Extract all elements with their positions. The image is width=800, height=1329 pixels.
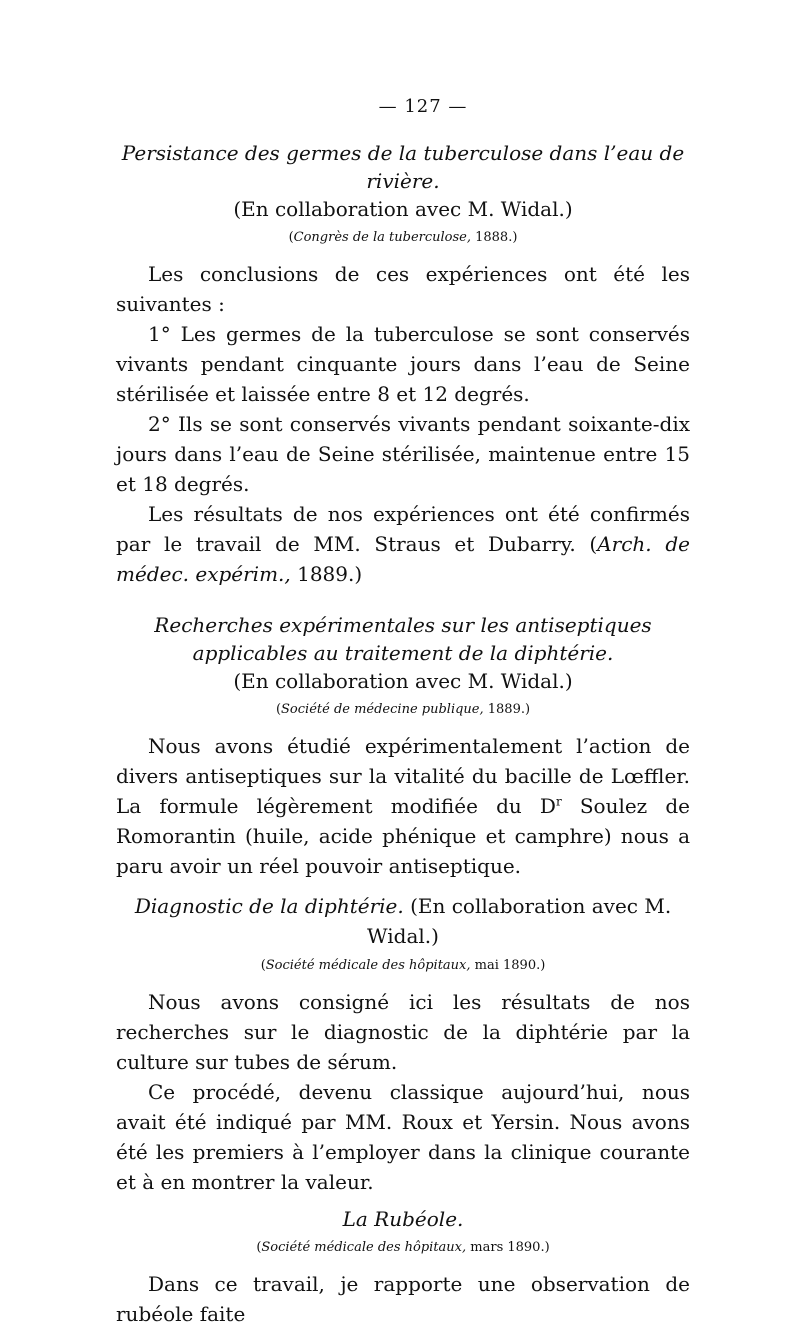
collaboration-note: (En collaboration avec M. Widal.) (367, 894, 672, 948)
paragraph: Les conclusions de ces expériences ont été les suivantes : (116, 262, 690, 316)
entry-title: La Rubéole. (342, 1207, 464, 1231)
source-citation: (Société de médecine publique, 1889.) (275, 702, 531, 717)
superscript: r (555, 794, 562, 809)
source-citation: (Société médicale des hôpitaux, mai 1890.) (260, 958, 546, 973)
entry-title: applicables au traitement de la diphtérie. (192, 641, 614, 665)
paragraph (116, 499, 690, 589)
source-italic: Société médicale des hôpitaux, (261, 1240, 467, 1255)
entry-diagnostic (116, 891, 690, 1197)
paragraph-italic: Arch. de médec. expérim., (116, 532, 690, 586)
paragraph-text: Les résultats de nos expériences ont été confirmés par le travail de MM. Straus et Dubarry. ( (116, 502, 690, 556)
source-rest: 1888.) (470, 230, 518, 245)
paragraph: 2° Ils se sont conservés vivants pendant soixante-dix jours dans l’eau de Seine stérilisée, maintenue entre 15 et 18 degrés. (116, 412, 690, 496)
entry-title: Recherches expérimentales sur les antiseptiques (154, 613, 652, 637)
paragraph: Nous avons consigné ici les résultats de nos recherches sur le diagnostic de la diphtérie par la culture sur tubes de sérum. (116, 990, 690, 1074)
source-citation: (Congrès de la tuberculose, 1888.) (288, 230, 518, 245)
paragraph-text: 1889.) (290, 562, 363, 586)
collaboration-note: (En collaboration avec M. Widal.) (233, 669, 573, 693)
entry-title: Diagnostic de la diphtérie. (134, 894, 404, 918)
source-italic: Société médicale des hôpitaux, (265, 958, 471, 973)
entry-heading (116, 891, 690, 951)
collaboration-note: (En collaboration avec M. Widal.) (233, 197, 573, 221)
source-italic: Congrès de la tuberculose, (293, 230, 471, 245)
entry-tuberculose (116, 139, 690, 589)
entry-antiseptiques (116, 611, 690, 881)
paragraph: Dans ce travail, je rapporte une observation de rubéole faite (116, 1272, 690, 1326)
source-citation: (Société médicale des hôpitaux, mars 1890.) (256, 1240, 550, 1255)
source-rest: 1889.) (483, 702, 531, 717)
page-number: — 127 — (378, 96, 468, 117)
paragraph: Ce procédé, devenu classique aujourd’hui, nous avait été indiqué par MM. Roux et Yersin. Nous avons été les premiers à l’employer dans la clinique courante et à en montrer la valeur. (116, 1080, 690, 1194)
source-rest: mars 1890.) (466, 1240, 550, 1255)
entry-rubeole (116, 1205, 690, 1329)
paragraph-text: Nous avons étudié expérimentalement l’action de divers antiseptiques sur la vitalité du bacille de Lœffler. La formule légèrement modifiée du D (116, 734, 690, 818)
source-rest: mai 1890.) (470, 958, 546, 973)
paragraph (116, 731, 690, 881)
entry-title: Persistance des germes de la tuberculose dans l’eau de rivière. (121, 141, 685, 193)
source-italic: Société de médecine publique, (281, 702, 484, 717)
paragraph: 1° Les germes de la tuberculose se sont conservés vivants pendant cinquante jours dans l’eau de Seine stérilisée et laissée entre 8 et 12 degrés. (116, 322, 690, 406)
paragraph-text: Soulez de Romorantin (huile, acide phénique et camphre) nous a paru avoir un réel pouvoir antiseptique. (116, 794, 691, 878)
